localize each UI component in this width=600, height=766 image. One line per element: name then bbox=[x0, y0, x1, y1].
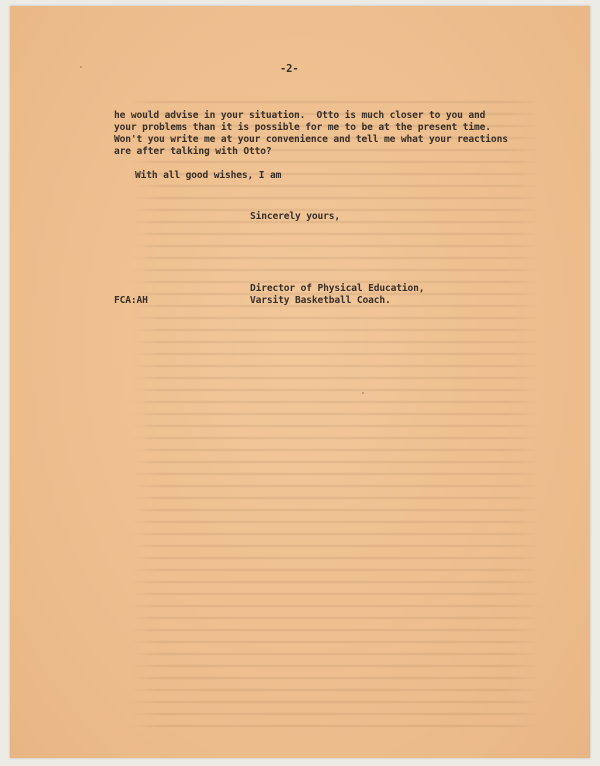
signer-title-line-1: Director of Physical Education, bbox=[250, 283, 425, 294]
body-paragraph-line-4: are after talking with Otto? bbox=[114, 146, 272, 157]
reverse-side-bleed-through bbox=[130, 96, 540, 736]
complimentary-close: Sincerely yours, bbox=[250, 211, 341, 222]
good-wishes-line: With all good wishes, I am bbox=[135, 170, 282, 181]
paper-speck bbox=[80, 66, 82, 68]
signer-title-line-2: Varsity Basketball Coach. bbox=[250, 295, 391, 306]
body-paragraph-line-3: Won't you write me at your convenience and tell me what your reactions bbox=[114, 134, 508, 145]
body-paragraph-line-2: your problems than it is possible for me to be at the present time. bbox=[114, 122, 491, 133]
page-number: -2- bbox=[280, 63, 299, 75]
letter-paper bbox=[10, 6, 590, 758]
reference-initials: FCA:AH bbox=[114, 295, 148, 306]
paper-speck bbox=[362, 392, 364, 394]
body-paragraph-line-1: he would advise in your situation. Otto is much closer to you and bbox=[114, 110, 486, 121]
